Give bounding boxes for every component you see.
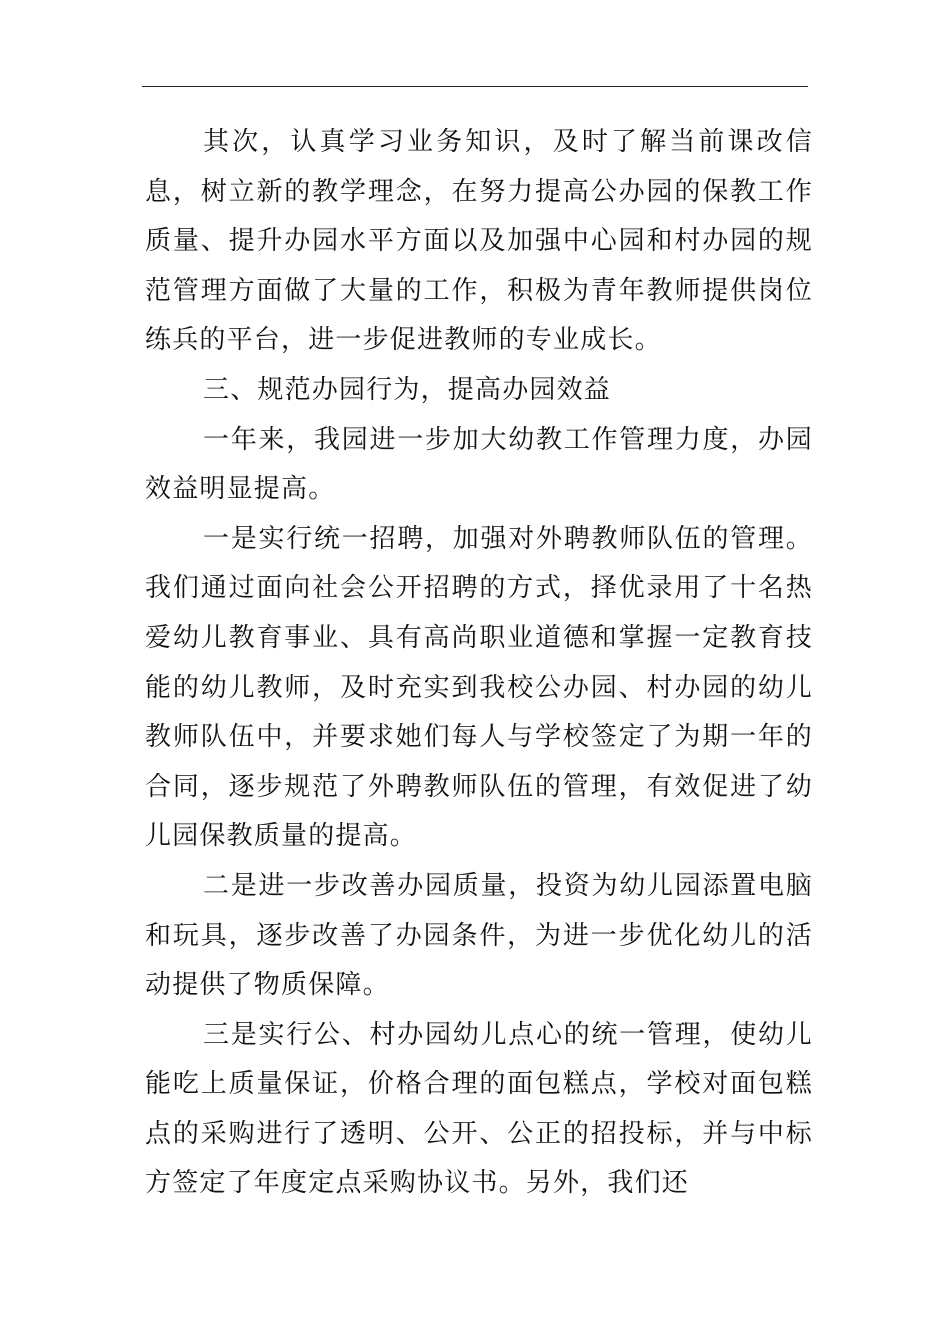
paragraph-snacks: 三是实行公、村办园幼儿点心的统一管理，使幼儿能吃上质量保证，价格合理的面包糕点，学校对面包糕点的采购进行了透明、公开、公正的招投标，并与中标方签定了年度定点采购协议书。另外，我们还 [145, 1019, 813, 1199]
paragraph-recruitment: 一是实行统一招聘，加强对外聘教师队伍的管理。我们通过面向社会公开招聘的方式，择优录用了十名热爱幼儿教育事业、具有高尚职业道德和掌握一定教育技能的幼儿教师，及时充实到我校公办园、村办园的幼儿教师队伍中，并要求她们每人与学校签定了为期一年的合同，逐步规范了外聘教师队伍的管理，有效促进了幼儿园保教质量的提高。 [145, 523, 813, 852]
paragraph-study: 其次，认真学习业务知识，及时了解当前课改信息，树立新的教学理念，在努力提高公办园的保教工作质量、提升办园水平方面以及加强中心园和村办园的规范管理方面做了大量的工作，积极为青年教师提供岗位练兵的平台，进一步促进教师的专业成长。 [145, 127, 813, 356]
paragraph-intro: 一年来，我园进一步加大幼教工作管理力度，办园效益明显提高。 [145, 424, 813, 505]
header-rule [142, 86, 808, 87]
section-heading: 三、规范办园行为，提高办园效益 [203, 374, 612, 405]
document-body [145, 118, 813, 1209]
paragraph-conditions: 二是进一步改善办园质量，投资为幼儿园添置电脑和玩具，逐步改善了办园条件，为进一步优化幼儿的活动提供了物质保障。 [145, 870, 813, 1001]
